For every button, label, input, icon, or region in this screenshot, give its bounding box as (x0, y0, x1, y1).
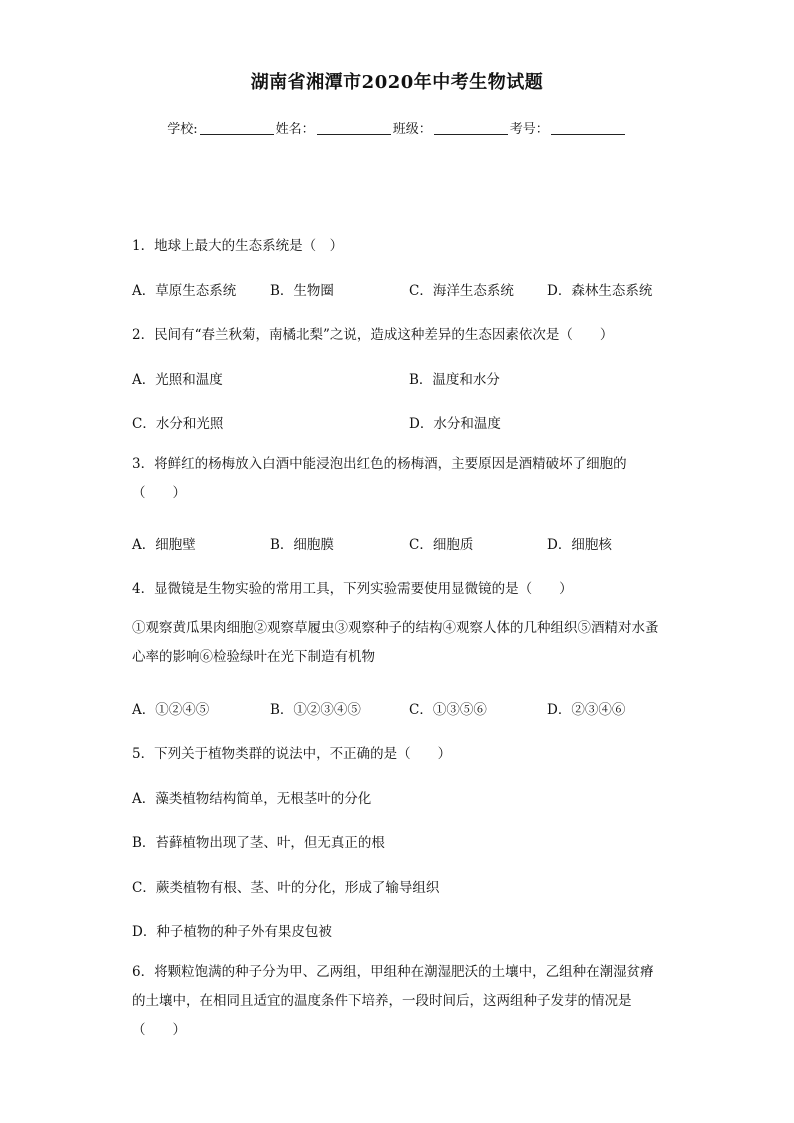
q3-option-b[interactable]: B．细胞膜 (270, 537, 334, 553)
q5-option-c[interactable]: C．蕨类植物有根、茎、叶的分化，形成了输导组织 (132, 880, 440, 896)
q3-option-c[interactable]: C．细胞质 (409, 537, 474, 553)
q3-option-a[interactable]: A．细胞壁 (132, 537, 196, 553)
q2-option-b[interactable]: B．温度和水分 (409, 372, 500, 388)
q1-option-d[interactable]: D．森林生态系统 (547, 283, 653, 299)
page-title: 湖南省湘潭市2020年中考生物试题 (250, 72, 544, 93)
name-blank[interactable] (317, 121, 391, 135)
question-1-stem: 1．地球上最大的生态系统是（ ） (132, 238, 344, 254)
q5-option-b[interactable]: B．苔藓植物出现了茎、叶，但无真正的根 (132, 835, 385, 851)
name-label: 姓名： (275, 122, 315, 137)
school-blank[interactable] (200, 121, 274, 135)
q4-option-b[interactable]: B．①②③④⑤ (270, 702, 361, 718)
q2-option-d[interactable]: D．水分和温度 (409, 416, 501, 432)
q4-option-d[interactable]: D．②③④⑥ (547, 702, 626, 718)
number-blank[interactable] (551, 121, 625, 135)
question-4-stem: 4．显微镜是生物实验的常用工具，下列实验需要使用显微镜的是（ ） (132, 581, 573, 597)
student-info-line (0, 118, 794, 137)
school-label: 学校: (167, 122, 198, 137)
question-2-stem: 2．民间有“春兰秋菊，南橘北梨”之说，造成这种差异的生态因素依次是（ ） (132, 327, 614, 343)
q1-option-c[interactable]: C．海洋生态系统 (409, 283, 514, 299)
question-3-stem: 3．将鲜红的杨梅放入白酒中能浸泡出红色的杨梅酒，主要原因是酒精破坏了细胞的（ ） (132, 456, 627, 501)
q2-option-a[interactable]: A．光照和温度 (132, 372, 223, 388)
q4-option-a[interactable]: A．①②④⑤ (132, 702, 210, 718)
q2-option-c[interactable]: C．水分和光照 (132, 416, 224, 432)
q5-option-d[interactable]: D．种子植物的种子外有果皮包被 (132, 924, 332, 940)
question-6-stem: 6．将颗粒饱满的种子分为甲、乙两组，甲组种在潮湿肥沃的土壤中，乙组种在潮湿贫瘠的土壤中，在相同且适宜的温度条件下培养，一段时间后，这两组种子发芽的情况是（ ） (132, 964, 654, 1038)
q1-option-b[interactable]: B．生物圈 (270, 283, 334, 299)
q3-option-d[interactable]: D．细胞核 (547, 537, 612, 553)
number-label: 考号： (509, 122, 549, 137)
q5-option-a[interactable]: A．藻类植物结构简单，无根茎叶的分化 (132, 791, 372, 807)
question-4-detail: ①观察黄瓜果肉细胞②观察草履虫③观察种子的结构④观察人体的几种组织⑤酒精对水蚤心率的影响⑥检验绿叶在光下制造有机物 (132, 620, 659, 665)
q1-option-a[interactable]: A．草原生态系统 (132, 283, 237, 299)
question-5-stem: 5．下列关于植物类群的说法中，不正确的是（ ） (132, 746, 452, 762)
q4-option-c[interactable]: C．①③⑤⑥ (409, 702, 487, 718)
class-label: 班级： (392, 122, 432, 137)
class-blank[interactable] (434, 121, 508, 135)
